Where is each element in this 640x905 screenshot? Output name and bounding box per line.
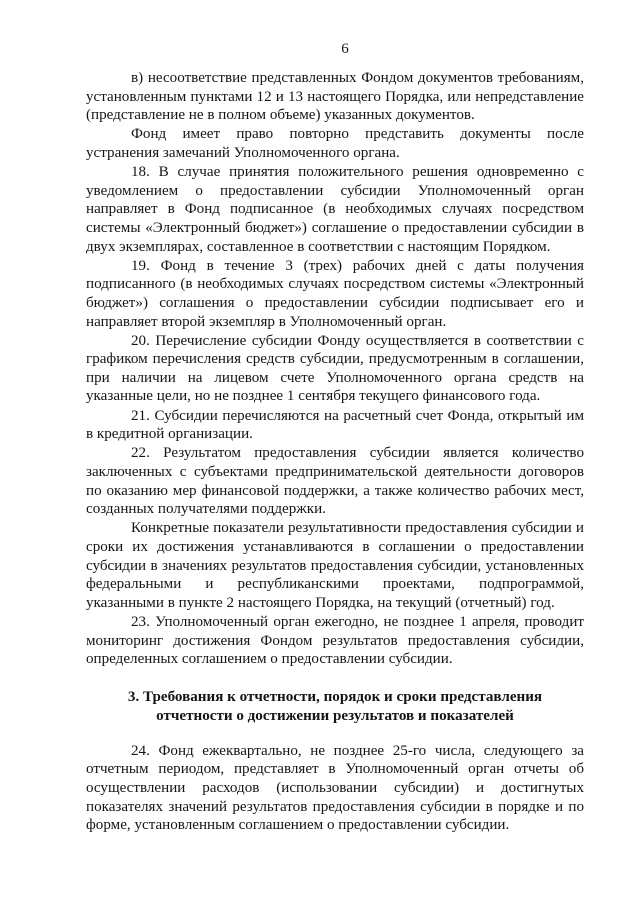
section-heading-line-2: отчетности о достижении результатов и показателей — [156, 707, 514, 724]
paragraph-fond-right: Фонд имеет право повторно представить документы после устранения замечаний Уполномоченного органа. — [86, 126, 584, 161]
paragraph-v: в) несоответствие представленных Фондом документов требованиям, установленным пунктами 12 и 13 настоящего Порядка, или непредставление (представление не в полном объеме) указанных документов. — [86, 70, 584, 124]
paragraphs-top — [86, 69, 584, 669]
paragraph-18: 18. В случае принятия положительного решения одновременно с уведомлением о предоставлении субсидии Уполномоченный орган направляет в Фонд подписанное (в необходимых случаях посредством системы «Электронный бюджет») соглашение о предоставлении субсидии в двух экземплярах, составленное в соответствии с настоящим Порядком. — [86, 164, 584, 255]
paragraphs-bottom — [86, 742, 584, 835]
paragraph-indicators: Конкретные показатели результативности предоставления субсидии и сроки их достижения устанавливаются в соглашении о предоставлении субсидии в значениях результатов предоставления субсидии, установленных федеральными и республиканскими проектами, подпрограммой, указанными в пункте 2 настоящего Порядка, на текущий (отчетный) год. — [86, 520, 584, 611]
section-heading — [86, 688, 584, 726]
page-number: 6 — [341, 41, 349, 57]
paragraph-24: 24. Фонд ежеквартально, не позднее 25-го числа, следующего за отчетным периодом, представляет в Уполномоченный орган отчеты об осуществлении расходов (использовании субсидии) и достигнутых показателях значений результатов предоставления субсидии в порядке и по форме, установленным соглашением о предоставлении субсидии. — [86, 742, 584, 834]
paragraph-20: 20. Перечисление субсидии Фонду осуществляется в соответствии с графиком перечисления средств субсидии, предусмотренным в соглашении, при наличии на лицевом счете Уполномоченного органа средств на указанные цели, но не позднее 1 сентября текущего финансового года. — [86, 332, 584, 405]
section-heading-line-1: 3. Требования к отчетности, порядок и сроки представления — [127, 688, 543, 705]
paragraph-23: 23. Уполномоченный орган ежегодно, не позднее 1 апреля, проводит мониторинг достижения Фондом результатов предоставления субсидии, определенных соглашением о предоставлении субсидии. — [86, 613, 584, 668]
paragraph-21: 21. Субсидии перечисляются на расчетный счет Фонда, открытый им в кредитной организации. — [86, 407, 584, 443]
paragraph-19: 19. Фонд в течение 3 (трех) рабочих дней с даты получения подписанного (в необходимых случаях посредством системы «Электронный бюджет») соглашения о предоставлении субсидии подписывает его и направляет второй экземпляр в Уполномоченный орган. — [86, 257, 584, 330]
paragraph-22: 22. Результатом предоставления субсидии является количество заключенных с субъектами предпринимательской деятельности договоров по оказанию мер финансовой поддержки, а также количество рабочих мест, созданных получателями поддержки. — [86, 445, 584, 518]
